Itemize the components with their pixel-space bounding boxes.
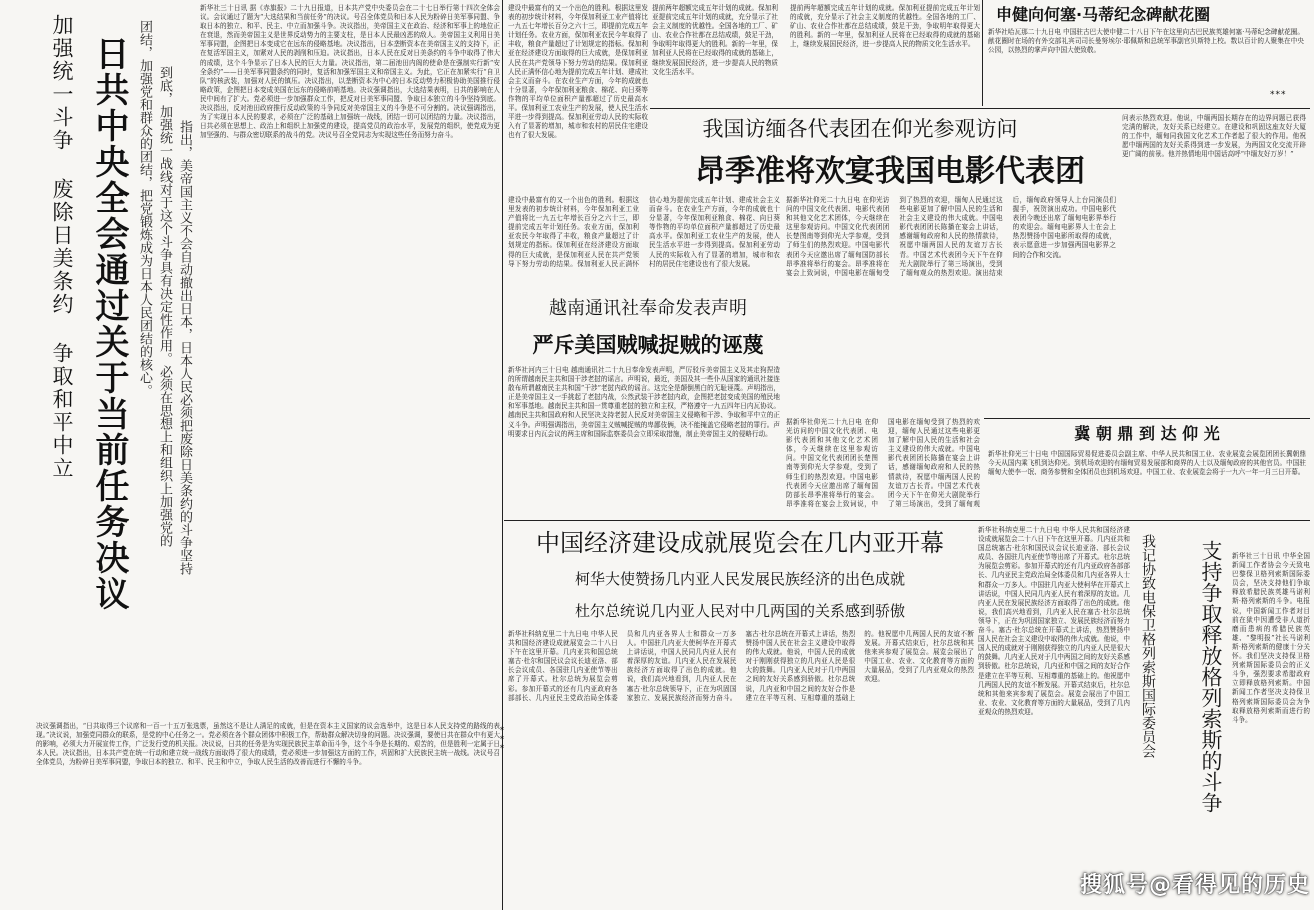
divider-stars: * * * [500, 726, 504, 753]
sub-line-2: 到底，加强统一战线对于这个斗争具有决定性作用。必须在思想上和组织上加强党的 [157, 66, 172, 547]
burma-head-1: 我国访缅各代表团在仰光参观访问 [702, 117, 1018, 141]
monument-stars: *** [1270, 90, 1287, 100]
divider [650, 108, 1310, 109]
monument-body: 新华社哈瓦那二十九日电 中国驻古巴大使申健二十八日下午在这里向古巴民族英雄何塞·马蒂纪念碑献花圈。献花圈时在场的有外交部礼宾司司长曼努埃尔·耶佩斯和总统军事副官贝斯特上校。数以百计的人聚集在中央公园，以热烈的掌声向中国大使致敬。 [988, 28, 1304, 55]
bulgaria-body-b: 提前两年超额完成五年计划的成就。保加利亚提前完成五年计划的成就，充分显示了社会主义制度的优越性。全国各地的工厂、矿山、农业合作社都在总结成绩，鼓足干劲，争取明年取得更大的胜利。新的一年里，保加利亚人民将在已经取得的成就的基础上，继续发展国民经济，进一步提高人民的物质文化生活水平。 [652, 4, 778, 76]
monument-body-cont: 问表示热烈欢迎。他说，中缅两国长期存在的边界问题已获得完满的解决，友好关系已经建立。在建设和巩固这座友好大厦的工作中，缅甸同我国文化艺术工作者起了很大的作用。他祝愿中缅两国的友好关系得到进一步发展，为两国文化交流开辟更广阔的前景。他并热情地用中国话高呼“中缅友好万岁！” [1122, 114, 1306, 159]
guinea-body: 新华社科纳克里二十九日电 中华人民共和国经济建设成就展览会二十八日下午在这里开幕。几内亚共和国总统塞古·杜尔和国民议会议长迪亚洛、部长会议成员、各国驻几内亚使节等出席了开幕式。杜尔总统为展览会剪彩。参加开幕式的还有几内亚政府各部部长、几内亚民主党政治局全体委员和几内亚各界人士和群众一万多人。中国驻几内亚大使柯华在开幕式上讲话说，中国人民同几内亚人民有着深厚的友谊。几内亚人民在发展民族经济方面取得了出色的成就。他说，我们高兴地看到，几内亚人民在塞古·杜尔总统领导下，正在为巩固国家独立、发展民族经济而努力奋斗。塞古·杜尔总统在开幕式上讲话，热烈赞扬中国人民在社会主义建设中取得的伟大成就。他说，中国人民的成就对于刚刚获得独立的几内亚人民是很大的鼓舞。几内亚人民对于几中两国之间的友好关系感到骄傲。杜尔总统说，几内亚和中国之间的友好合作是建立在平等互利、互相尊重的基础上的。他祝愿中几两国人民的友谊不断发展。开幕式结束后，杜尔总统和其他来宾参观了展览会。展览会展出了中国工业、农业、文化教育等方面的大量展品，受到了几内亚观众的热烈欢迎。 [508, 630, 974, 702]
jiang-body: 新华社仰光三十日电 中国国际贸易促进委员会副主席、中华人民共和国工业、农业展览会展览团团长冀朝鼎今天从国内乘飞机到达仰光。到机场欢迎的有缅甸贸易发展部和商界的人士以及缅甸政府的其他官员。中国驻缅甸大使李一氓、商务参赞和全体团员也到机场欢迎。中国工业、农业展览会将于一九六一年一月三日开幕。 [988, 450, 1306, 477]
jiang-title: 冀 朝 鼎 到 达 仰 光 [1074, 424, 1220, 443]
sub-line-3: 指出，美帝国主义不会自动撤出日本，日本人民必须把废除日美条约的斗争坚持 [177, 120, 192, 575]
left-slogan: 加强统一斗争 废除日美条约 争取和平中立 [50, 14, 74, 480]
burma-body: 据新华社仰光二十九日电 在仰光访问的中国文化代表团、电影代表团和其他文化艺术团体，今天继续在这里参观访问。中国文化代表团团长楚图南等到仰光大学参观，受到了师生们的热烈欢迎。中国电影代表团今天应邀出席了缅甸国防部长昂季准将举行的宴会。昂季准将在宴会上致词说，中国电影在缅甸受到了热烈的欢迎，缅甸人民通过这些电影更加了解中国人民的生活和社会主义建设的伟大成就。中国电影代表团团长陈播在宴会上讲话，感谢缅甸政府和人民的热情款待，祝愿中缅两国人民的友谊万古长青。中国艺术代表团今天下午在仰光大剧院举行了第三场演出，受到了缅甸观众的热烈欢迎。演出结束后，缅甸政府领导人上台同演员们握手，祝贺演出成功。中国电影代表团今晚还出席了缅甸电影界举行的欢迎会。缅甸电影界人士在会上热烈赞扬中国电影所取得的成就，表示愿意进一步加强两国电影界之间的合作和交流。 [786, 196, 1116, 277]
divider [982, 0, 983, 106]
divider [984, 418, 1310, 419]
guinea-head-1: 中国经济建设成就展览会在几内亚开幕 [536, 529, 944, 557]
burma-body-cont: 据新华社仰光二十九日电 在仰光访问的中国文化代表团、电影代表团和其他文化艺术团体，今天继续在这里参观访问。中国文化代表团团长楚图南等到仰光大学参观，受到了师生们的热烈欢迎。中国电影代表团今天应邀出席了缅甸国防部长昂季准将举行的宴会。昂季准将在宴会上致词说，中国电影在缅甸受到了热烈的欢迎，缅甸人民通过这些电影更加了解中国人民的生活和社会主义建设的伟大成就。中国电影代表团团长陈播在宴会上讲话，感谢缅甸政府和人民的热情款待，祝愿中缅两国人民的友谊万古长青。中国艺术代表团今天下午在仰光大剧院举行了第三场演出，受到了缅甸观 [786, 418, 980, 508]
vietnam-body: 新华社河内三十日电 越南通讯社二十九日奉命发表声明，严厉驳斥美帝国主义及其走狗捏造的所谓越南民主共和国干涉老挝的谣言。声明说，最近，美国及其一些仆从国家的通讯社接连散布所谓越南民主共和国“干涉”老挝内政的谣言。这完全是颠倒黑白的无耻诬蔑。声明指出，正是美帝国主义一手挑起了老挝内战，公然武装干涉老挝内政，企图把老挝变成美国的殖民地和军事基地。越南民主共和国一贯尊重老挝的独立和主权，严格遵守一九五四年日内瓦协议。越南民主共和国政府和人民坚决支持老挝人民反对美帝国主义侵略和干涉、争取和平中立的正义斗争。声明强调指出，美帝国主义贼喊捉贼的卑鄙伎俩，决不能掩盖它侵略老挝的罪行。声明要求日内瓦会议的两主席和国际监察委员会立即采取措施，制止美帝国主义的侵略行动。 [508, 366, 780, 438]
glezos-subhead: 我记协致电保卫格列索斯国际委员会 [1140, 534, 1156, 758]
guinea-body-cont: 新华社科纳克里二十九日电 中华人民共和国经济建设成就展览会二十八日下午在这里开幕。几内亚共和国总统塞古·杜尔和国民议会议长迪亚洛、部长会议成员、各国驻几内亚使节等出席了开幕式。杜尔总统为展览会剪彩。参加开幕式的还有几内亚政府各部部长、几内亚民主党政治局全体委员和几内亚各界人士和群众一万多人。中国驻几内亚大使柯华在开幕式上讲话说，中国人民同几内亚人民有着深厚的友谊。几内亚人民在发展民族经济方面取得了出色的成就。他说，我们高兴地看到，几内亚人民在塞古·杜尔总统领导下，正在为巩固国家独立、发展民族经济而努力奋斗。塞古·杜尔总统在开幕式上讲话，热烈赞扬中国人民在社会主义建设中取得的伟大成就。他说，中国人民的成就对于刚刚获得独立的几内亚人民是很大的鼓舞。几内亚人民对于几中两国之间的友好关系感到骄傲。杜尔总统说，几内亚和中国之间的友好合作是建立在平等互利、互相尊重的基础上的。他祝愿中几两国人民的友谊不断发展。开幕式结束后，杜尔总统和其他来宾参观了展览会。展览会展出了中国工业、农业、文化教育等方面的大量展品，受到了几内亚观众的热烈欢迎。 [978, 526, 1130, 716]
bulgaria-body-a: 建设中最富有的又一个出色的胜利。根据这里发表的初步统计材料，今年保加利亚工业产值将比一九五七年增长百分之六十三，即提前完成五年计划任务。农业方面，保加利亚农民今年取得了丰收，粮食产量超过了计划规定的指标。保加利亚在经济建设方面取得的巨大成就，是保加利亚人民在共产党领导下努力劳动的结果。保加利亚人民正满怀信心地为提前完成五年计划、建成社会主义而奋斗。在农业生产方面，今年的成就也十分显著，今年保加利亚粮食、棉花、向日葵等作物的平均单位面积产量都超过了历史最高水平。保加利亚工农业生产的发展，使人民生活水平进一步得到提高。保加利亚劳动人民的实际收入有了显著的增加，城市和农村的居民住宅建设也有了很大发展。 [508, 4, 648, 140]
divider [502, 0, 503, 910]
vietnam-side-text: 建设中最富有的又一个出色的胜利。根据这里发表的初步统计材料，今年保加利亚工业产值将比一九五七年增长百分之六十三，即提前完成五年计划任务。农业方面，保加利亚农民今年取得了丰收，粮食产量超过了计划规定的指标。保加利亚在经济建设方面取得的巨大成就，是保加利亚人民在共产党领导下努力劳动的结果。保加利亚人民正满怀信心地为提前完成五年计划、建成社会主义而奋斗。在农业生产方面，今年的成就也十分显著，今年保加利亚粮食、棉花、向日葵等作物的平均单位面积产量都超过了历史最高水平。保加利亚工农业生产的发展，使人民生活水平进一步得到提高。保加利亚劳动人民的实际收入有了显著的增加，城市和农村的居民住宅建设也有了很大发展。 [508, 196, 780, 268]
glezos-body: 新华社三十日讯 中华全国新闻工作者协会今天致电巴黎保卫格列索斯国际委员会，坚决支持他们争取释放希腊民族英雄马诺利斯·格列索斯的斗争。电报说，中国新闻工作者对目前在狱中因遭受非人道折磨而患病的希腊民族英雄、“黎明报”社长马诺利斯·格列索斯的健康十分关怀。我们坚决支持保卫格列索斯国际委员会的正义斗争，强烈要求希腊政府立即释放格列索斯。中国新闻工作者坚决支持保卫格列索斯国际委员会为争取释放格列索斯而进行的斗争。 [1232, 552, 1310, 724]
sub-line-1: 团结，加强党和群众的团结，把党锻炼成为日本人民团结的核心。 [137, 20, 152, 397]
vietnam-head-2: 严斥美国贼喊捉贼的诬蔑 [532, 333, 764, 357]
bulgaria-body-c: 提前两年超额完成五年计划的成就。保加利亚提前完成五年计划的成就，充分显示了社会主义制度的优越性。全国各地的工厂、矿山、农业合作社都在总结成绩，鼓足干劲，争取明年取得更大的胜利。新的一年里，保加利亚人民将在已经取得的成就的基础上，继续发展国民经济，进一步提高人民的物质文化生活水平。 [790, 4, 980, 49]
guinea-head-3: 杜尔总统说几内亚人民对中几两国的关系感到骄傲 [574, 602, 905, 620]
burma-head-2: 昂季准将欢宴我国电影代表团 [695, 154, 1085, 189]
glezos-head: 支持争取释放格列索斯的斗争 [1199, 540, 1223, 813]
main-headline: 日共中央全会通过关于当前任务决议 [89, 36, 129, 612]
japan-body-bottom: 决议强调指出，“日共取得三个议席和一百一十五万张选票，虽然这不是让人满足的成就，但是在资本主义国家的议会选举中，这是日本人民支持党的路线的表现。”决议说，加强党同群众的联系，是党的中心任务之一。党必须在各个群众团体中积极工作，帮助群众解决切身的问题。决议强调，要使日共在群众中有更大的影响，必须大力开展宣传工作，广泛发行党的机关报。决议说，日共的任务是为实现民族民主革命而斗争，这个斗争是长期的、艰苦的，但是胜利一定属于日本人民。决议指出，日本共产党在统一行动和建立统一战线方面取得了很大的成绩，党必须进一步加强这方面的工作，巩固和扩大民族民主统一战线。决议号召全体党员，为粉碎日美军事同盟，争取日本的独立、和平、民主和中立，争取人民生活的改善而进行不懈的斗争。 [36, 722, 500, 767]
vietnam-head-1: 越南通讯社奉命发表声明 [549, 298, 747, 319]
monument-title: 申健向何塞·马蒂纪念碑献花圈 [996, 5, 1211, 24]
divider [504, 520, 1310, 521]
japan-body-top: 新华社三十日讯 据《赤旗报》二十九日报道，日本共产党中央委员会在二十七日举行第十四次全体会议。会议通过了题为“大选结果和当前任务”的决议。号召全体党员和日本人民为粉碎日美军事同盟、争取日本的独立、和平、民主、中立而加强斗争。决议指出，美帝国主义在政治、经济和军事上的地位正在衰退，然而美帝国主义是世界反动势力的主要支柱，是日本人民最凶恶的敌人。美帝国主义利用日美军事同盟，企图把日本变成它在远东的侵略基地。决议指出，日本垄断资本在美帝国主义的支持下，正在复活军国主义，加紧对人民的剥削和压迫。决议指出，日本人民在反对日美条约的斗争中取得了伟大的成绩，这个斗争显示了日本人民的巨大力量。决议指出，第二届池田内阁的使命是在强制实行新“安全条约”——日美军事同盟条约的同时，复活和加强军国主义和帝国主义。为此，它正在加紧实行“自卫队”的核武装，加强对人民的镇压。决议指出，以垄断资本为中心的日本反动势力积极协助美国推行侵略政策，企图把日本变成美国在远东的侵略前哨基地。决议强调指出，大选结果表明，日共的影响在人民中间有了扩大。党必须进一步加强群众工作，把反对日美军事同盟、争取日本独立的斗争坚持到底。决议指出，反对池田政府推行反动政策的斗争同反对美帝国主义的斗争是不可分割的。决议强调指出，为了实现日本人民的要求，必须在广泛的基础上加强统一战线，团结一切可以团结的力量。决议指出，日共必须在思想上、政治上和组织上加强党的建设，提高党员的政治水平，发展党的组织，使党成为更加坚强的、与群众密切联系的战斗的党。决议号召全党同志为实现这些任务而努力奋斗。 [200, 4, 500, 140]
guinea-head-2: 柯华大使赞扬几内亚人民发展民族经济的出色成就 [574, 570, 905, 588]
watermark: 搜狐号@看得见的历史 [1079, 873, 1310, 898]
